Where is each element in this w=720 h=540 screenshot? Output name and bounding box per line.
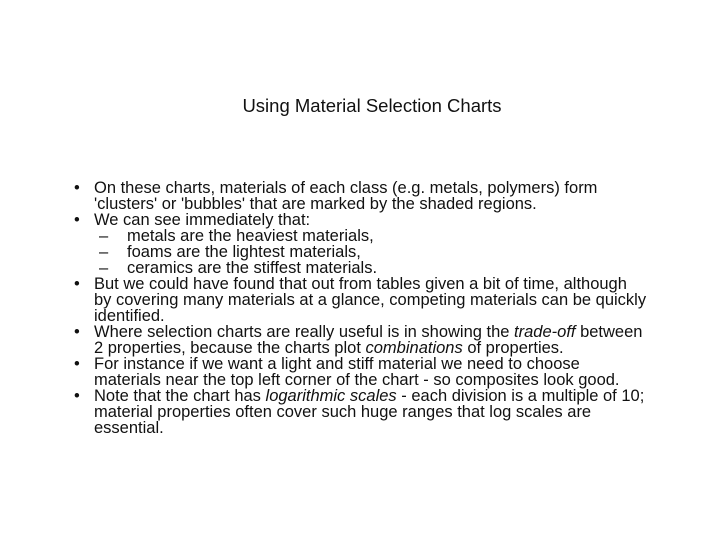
bullet-item <box>0 276 720 324</box>
bullet-line <box>127 260 720 276</box>
sub-bullet-item <box>0 228 720 244</box>
bullet-text: Where selection charts are really useful is in showing the <box>94 323 515 341</box>
bullet-line <box>94 372 720 388</box>
emphasis-text: logarithmic scales <box>265 387 397 405</box>
bullet-text: by covering many materials at a glance, competing materials can be quickly <box>94 291 647 309</box>
bullet-text: essential. <box>94 419 164 437</box>
slide-title: Using Material Selection Charts <box>242 95 502 116</box>
bullet-line <box>94 404 720 420</box>
bullet-item <box>0 324 720 356</box>
bullet-marker: • <box>74 275 80 293</box>
bullet-line <box>94 340 720 356</box>
bullet-line <box>94 324 720 340</box>
bullet-text: But we could have found that out from tables given a bit of time, although <box>94 275 627 293</box>
dash-marker: – <box>99 227 109 245</box>
bullet-text: We can see immediately that: <box>94 211 311 229</box>
bullet-text: identified. <box>94 307 165 325</box>
dash-marker: – <box>99 243 109 261</box>
bullet-line <box>94 212 720 228</box>
bullet-marker: • <box>74 211 80 229</box>
bullet-line <box>94 388 720 404</box>
bullet-text: Note that the chart has <box>94 387 266 405</box>
dash-marker: – <box>99 259 109 277</box>
bullet-item <box>0 212 720 228</box>
bullet-text: between <box>575 323 643 341</box>
bullet-line <box>94 292 720 308</box>
bullet-text: ceramics are the stiffest materials. <box>127 259 378 277</box>
bullet-text: metals are the heaviest materials, <box>127 227 374 245</box>
bullet-line <box>127 228 720 244</box>
bullet-text: materials near the top left corner of the chart - so composites look good. <box>94 371 620 389</box>
bullet-text: 2 properties, because the charts plot <box>94 339 366 357</box>
bullet-text: - each division is a multiple of 10; <box>396 387 645 405</box>
bullet-line <box>127 244 720 260</box>
bullet-item <box>0 180 720 212</box>
bullet-line <box>94 356 720 372</box>
bullet-text: 'clusters' or 'bubbles' that are marked by the shaded regions. <box>94 195 537 213</box>
bullet-line <box>94 420 720 436</box>
bullet-list <box>0 180 720 436</box>
bullet-line <box>94 180 720 196</box>
bullet-marker: • <box>74 387 80 405</box>
bullet-line <box>94 308 720 324</box>
bullet-text: of properties. <box>462 339 564 357</box>
bullet-item <box>0 388 720 436</box>
emphasis-text: trade-off <box>514 323 576 341</box>
bullet-item <box>0 356 720 388</box>
bullet-text: For instance if we want a light and stiff material we need to choose <box>94 355 580 373</box>
bullet-marker: • <box>74 179 80 197</box>
emphasis-text: combinations <box>365 339 463 357</box>
bullet-text: On these charts, materials of each class (e.g. metals, polymers) form <box>94 179 598 197</box>
sub-bullet-item <box>0 244 720 260</box>
sub-bullet-item <box>0 260 720 276</box>
bullet-text: foams are the lightest materials, <box>127 243 361 261</box>
bullet-text: material properties often cover such huge ranges that log scales are <box>94 403 592 421</box>
bullet-line <box>94 196 720 212</box>
bullet-line <box>94 276 720 292</box>
bullet-marker: • <box>74 355 80 373</box>
bullet-marker: • <box>74 323 80 341</box>
